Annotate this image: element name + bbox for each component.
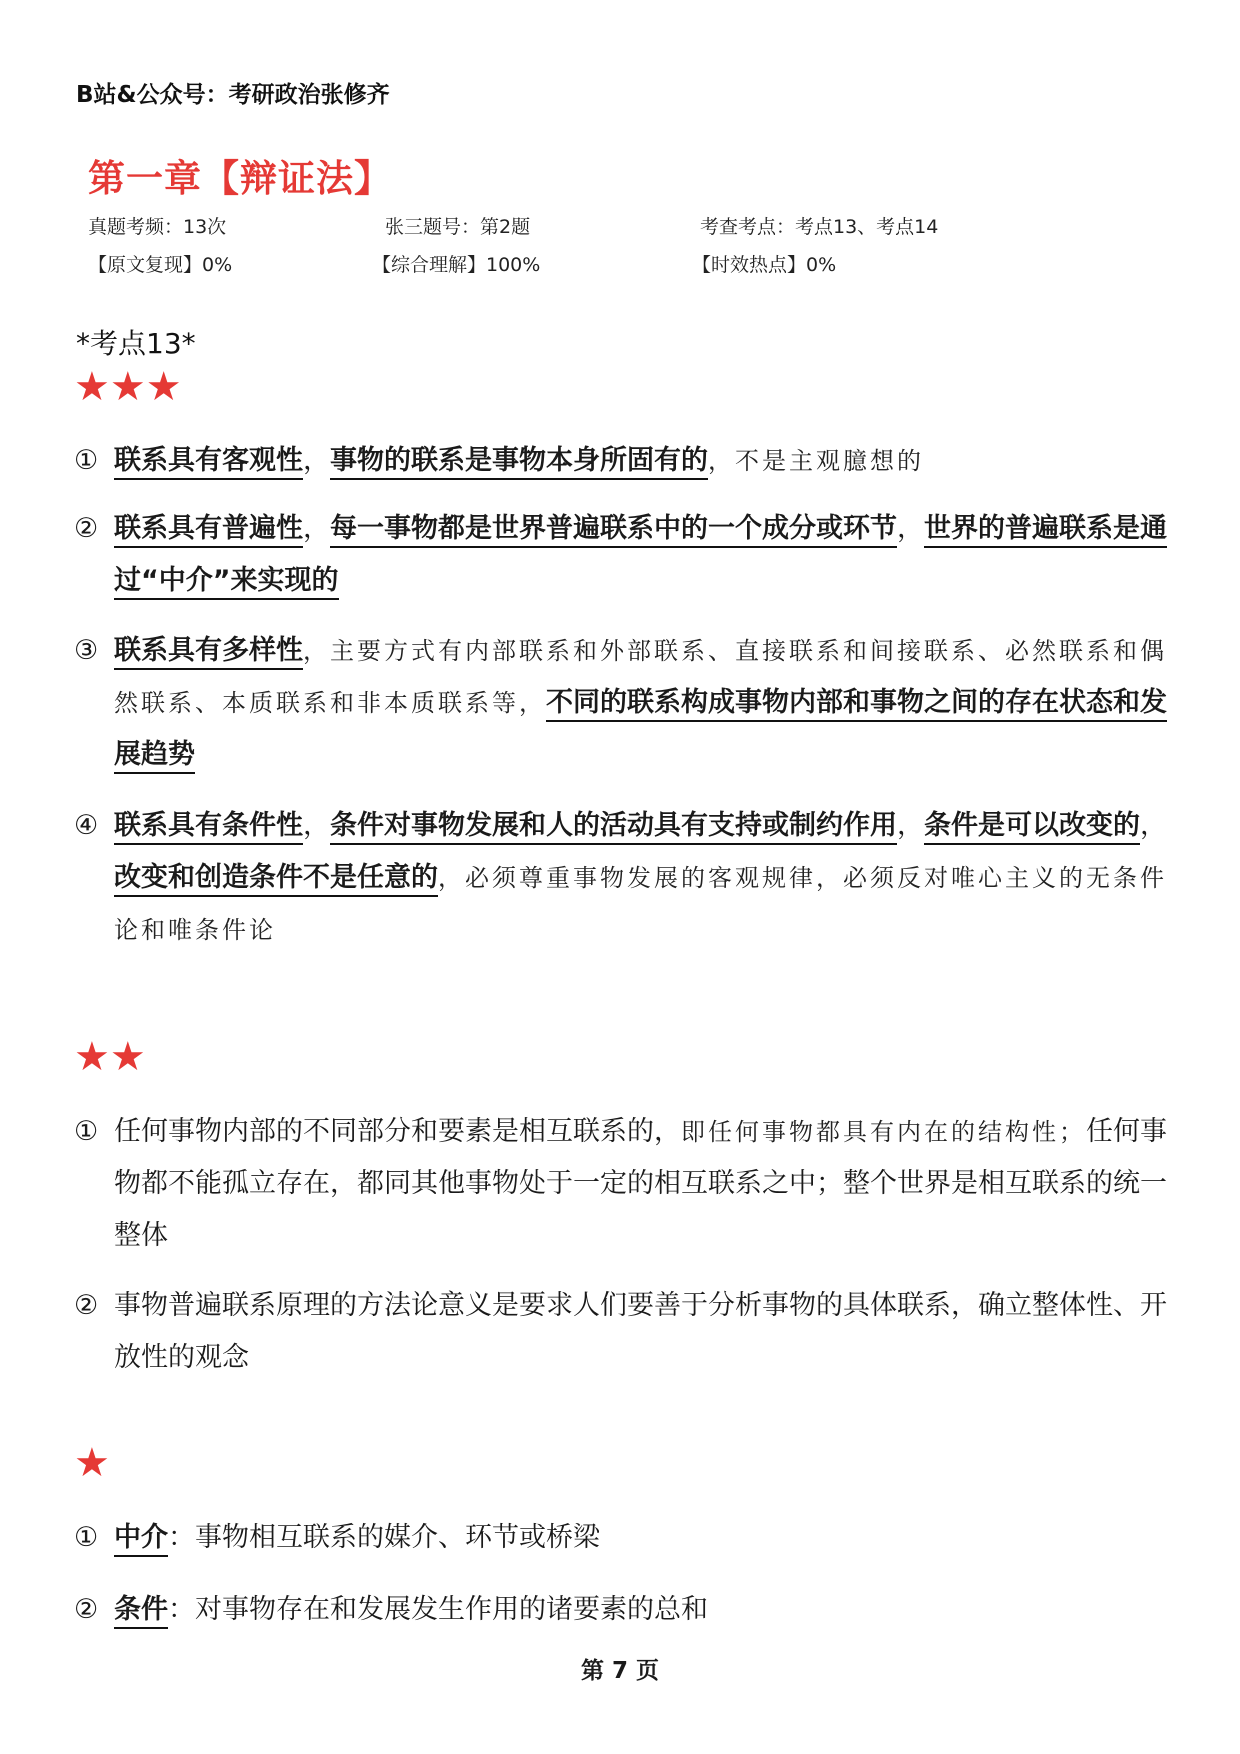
item-text: 事物普遍联系原理的方法论意义是要求人们要善于分析事物的具体联系，确立整体性、开放性的观念 <box>114 1290 1167 1373</box>
item-note: 即任何事物都具有内在的结构性； <box>681 1118 1086 1146</box>
item-number: ② <box>74 513 99 544</box>
two-star-item-1 <box>74 1106 1170 1251</box>
two-star-item-2 <box>74 1280 1170 1373</box>
key-phrase: 世界的普遍联系是通过“中介”来实现的 <box>114 513 1167 600</box>
one-star-item-1 <box>74 1512 1170 1564</box>
three-star-rating: ★★★ <box>74 364 182 410</box>
three-star-item-4 <box>74 800 1170 944</box>
key-phrase: 条件对事物发展和人的活动具有支持或制约作用 <box>330 810 897 845</box>
item-number: ① <box>74 1116 99 1147</box>
key-phrase: 联系具有普遍性 <box>114 513 303 548</box>
page-number: 第 7 页 <box>580 1658 660 1684</box>
definition: ：事物相互联系的媒介、环节或桥梁 <box>168 1522 600 1553</box>
item-number: ④ <box>74 810 99 841</box>
key-phrase: 改变和创造条件不是任意的 <box>114 862 438 897</box>
item-note: ，必须尊重事物发展的客观规律，必须反对唯心主义的无条件论和唯条件论 <box>114 864 1167 944</box>
item-note: ，不是主观臆想的 <box>708 447 924 475</box>
key-phrase: 联系具有条件性 <box>114 810 303 845</box>
meta-frequency: 真题考频：13次 <box>88 216 227 238</box>
three-star-item-2 <box>74 503 1170 596</box>
punctuation: ， <box>897 810 924 841</box>
item-text: 任何事物内部的不同部分和要素是相互联系的， <box>114 1116 681 1147</box>
punctuation: ， <box>897 513 924 544</box>
key-phrase: 每一事物都是世界普遍联系中的一个成分或环节 <box>330 513 897 548</box>
key-phrase: 不同的联系构成事物内部和事物之间的存在状态和发展趋势 <box>114 687 1167 774</box>
key-phrase: 条件是可以改变的 <box>924 810 1140 845</box>
item-note: ，主要方式有内部联系和外部联系、直接联系和间接联系、必然联系和偶然联系、本质联系和非本质联系等， <box>114 637 1167 717</box>
meta-original: 【原文复现】0% <box>88 254 233 276</box>
punctuation: ， <box>303 810 330 841</box>
one-star-item-2 <box>74 1584 1170 1636</box>
term: 中介 <box>114 1522 168 1557</box>
meta-comprehensive: 【综合理解】100% <box>372 254 541 276</box>
one-star-rating: ★ <box>74 1440 110 1486</box>
two-star-rating: ★★ <box>74 1034 146 1080</box>
three-star-item-3 <box>74 625 1170 770</box>
punctuation: ， <box>1140 810 1167 841</box>
punctuation: ， <box>303 513 330 544</box>
header-source: B站&公众号：考研政治张修齐 <box>76 82 390 108</box>
item-number: ③ <box>74 635 99 666</box>
item-number: ② <box>74 1594 99 1625</box>
three-star-item-1 <box>74 435 1170 487</box>
item-text: 任何事物都不能孤立存在，都同其他事物处于一定的相互联系之中；整个世界是相互联系的统一整体 <box>114 1116 1167 1251</box>
item-number: ① <box>74 1522 99 1553</box>
key-phrase: 联系具有多样性 <box>114 635 303 670</box>
meta-test-points: 考查考点：考点13、考点14 <box>700 216 939 238</box>
term: 条件 <box>114 1594 168 1629</box>
kaodian-label: *考点13* <box>76 327 196 360</box>
key-phrase: 联系具有客观性 <box>114 445 303 480</box>
item-number: ① <box>74 445 99 476</box>
meta-hotspot: 【时效热点】0% <box>692 254 837 276</box>
punctuation: ， <box>303 445 330 476</box>
meta-question-number: 张三题号：第2题 <box>385 216 531 238</box>
item-number: ② <box>74 1290 99 1321</box>
chapter-title: 第一章【辩证法】 <box>88 157 392 200</box>
definition: ：对事物存在和发展发生作用的诸要素的总和 <box>168 1594 708 1625</box>
key-phrase: 事物的联系是事物本身所固有的 <box>330 445 708 480</box>
